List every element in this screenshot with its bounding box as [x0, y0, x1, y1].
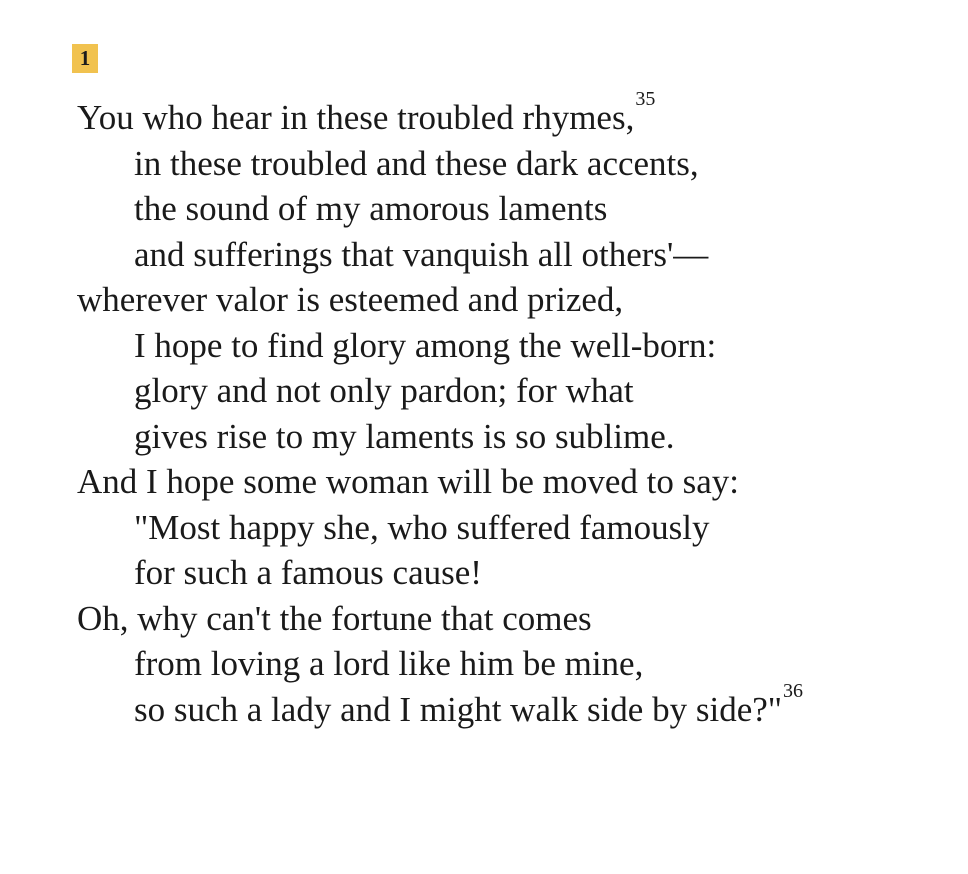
poem-line-text: gives rise to my laments is so sublime.	[134, 416, 675, 456]
poem-line-text: I hope to find glory among the well-born:	[134, 325, 717, 365]
poem-line-9	[77, 459, 897, 505]
poem-line-7	[77, 368, 897, 414]
poem-line-text: for such a famous cause!	[134, 553, 482, 592]
poem-line-2	[77, 141, 897, 187]
poem-line-5	[77, 277, 897, 323]
poem-line-text: from loving a lord like him be mine,	[134, 644, 644, 683]
poem-line-14	[77, 679, 897, 733]
footnote-ref-35: 35	[635, 88, 656, 111]
poem-line-text: "Most happy she, who suffered famously	[134, 507, 710, 547]
poem-line-10	[77, 505, 897, 551]
poem-line-11	[77, 550, 897, 596]
poem-line-12	[77, 596, 897, 642]
poem-line-text: in these troubled and these dark accents,	[134, 143, 699, 183]
poem-line-4	[77, 232, 897, 278]
footnote-ref-36: 36	[783, 679, 804, 702]
poem-line-6	[77, 323, 897, 369]
poem-stanza	[77, 88, 897, 732]
poem-line-8	[77, 414, 897, 460]
poem-line-text: the sound of my amorous laments	[134, 189, 608, 228]
poem-line-text: And I hope some woman will be moved to say:	[77, 462, 739, 501]
poem-line-text: glory and not only pardon; for what	[134, 371, 634, 410]
poem-line-text: Oh, why can't the fortune that comes	[77, 598, 592, 638]
poem-line-text: and sufferings that vanquish all others'—	[134, 234, 709, 274]
poem-line-13	[77, 641, 897, 687]
poem-line-1	[77, 88, 897, 141]
poem-line-3	[77, 186, 897, 232]
poem-line-text: You who hear in these troubled rhymes,	[77, 98, 635, 137]
poem-line-text: wherever valor is esteemed and prized,	[77, 280, 624, 319]
stanza-number-badge: 1	[72, 44, 98, 73]
poem-line-text: so such a lady and I might walk side by side?"	[134, 689, 783, 729]
